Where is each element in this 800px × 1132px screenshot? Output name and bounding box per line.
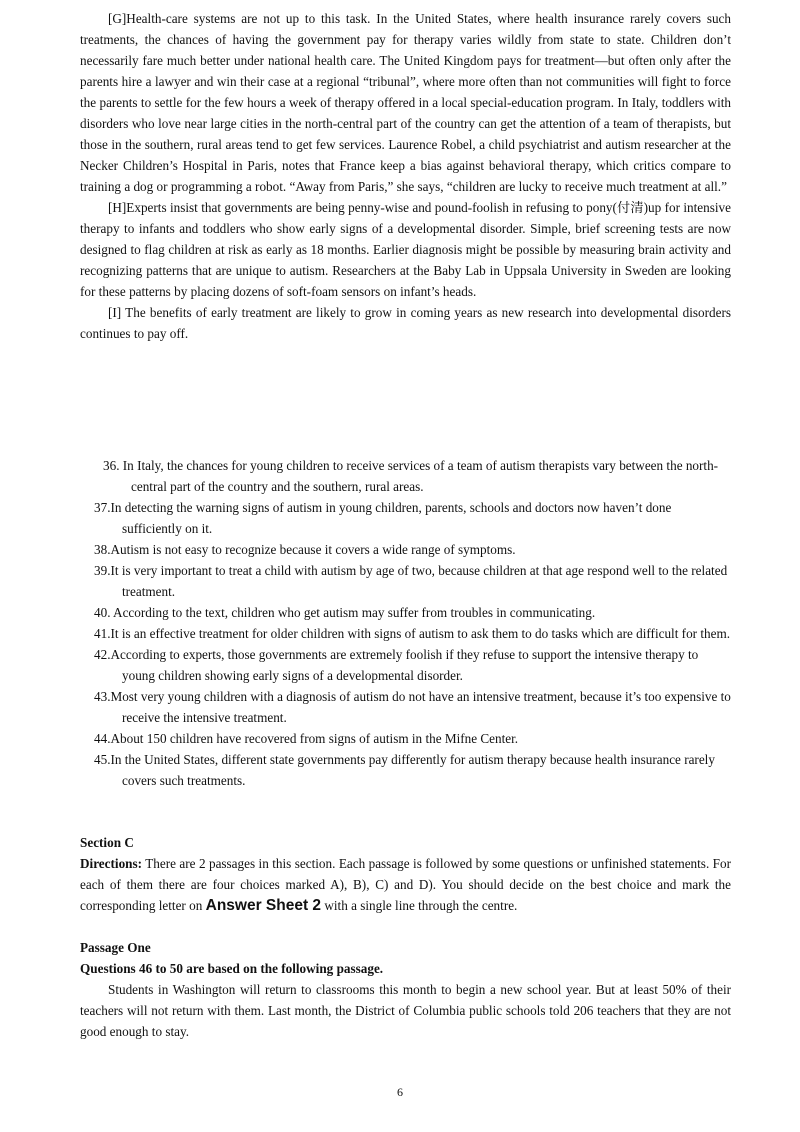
passage-one-text: Students in Washington will return to classrooms this month to begin a new school year. But at least 50% of their teachers will not return with them. Last month, the District of Columbia public schools told 206 teachers that they are not good enough to stay. — [80, 982, 731, 1039]
statement-43: 43.Most very young children with a diagnosis of autism do not have an intensive treatment, because it’s too expensive to receive the intensive treatment. — [94, 689, 731, 725]
paragraph-i: [I] The benefits of early treatment are likely to grow in coming years as new research into developmental disorders continues to pay off. — [80, 305, 731, 341]
statement-37: 37.In detecting the warning signs of autism in young children, parents, schools and doctors now haven’t done sufficiently on it. — [94, 500, 672, 536]
statement-39: 39.It is very important to treat a child with autism by age of two, because children at that age respond well to the related treatment. — [94, 563, 728, 599]
passage-one-subheading: Questions 46 to 50 are based on the following passage. — [80, 961, 384, 976]
answer-sheet-label: Answer Sheet 2 — [205, 897, 322, 914]
statement-36: 36. In Italy, the chances for young children to receive services of a team of autism therapists vary between the north-central part of the country and the southern, rural areas. — [103, 458, 719, 494]
statement-41: 41.It is an effective treatment for older children with signs of autism to ask them to do tasks which are difficult for them. — [94, 626, 731, 641]
directions-label: Directions: — [80, 856, 143, 871]
statement-42: 42.According to experts, those governments are extremely foolish if they refuse to support the intensive therapy to young children showing early signs of a developmental disorder. — [94, 647, 699, 683]
statement-45: 45.In the United States, different state governments pay differently for autism therapy because health insurance rarely covers such treatments. — [94, 752, 715, 788]
page-number: 6 — [397, 1085, 403, 1099]
paragraph-h: [H]Experts insist that governments are being penny-wise and pound-foolish in refusing to pony(付清)up for intensive therapy to infants and toddlers who show early signs of a developmental disorder. Simple, brief screening tests are now designed to flag children at risk as early as 18 months. Earlier diagnosis might be possible by measuring brain activity and recognizing patterns that are unique to autism. Researchers at the Baby Lab in Uppsala University in Sweden are looking for these patterns by placing dozens of soft-foam sensors on infant’s heads. — [80, 200, 731, 299]
directions-text-2: with a single line through the centre. — [321, 898, 518, 913]
statement-38: 38.Autism is not easy to recognize because it covers a wide range of symptoms. — [94, 542, 516, 557]
statement-40: 40. According to the text, children who get autism may suffer from troubles in communicating. — [94, 605, 596, 620]
section-c-directions — [80, 853, 731, 916]
statement-44: 44.About 150 children have recovered from signs of autism in the Mifne Center. — [94, 731, 519, 746]
section-c-heading: Section C — [80, 835, 134, 850]
statements-list — [80, 455, 731, 791]
directions-text-1: There are 2 passages in this section. Each passage is followed by some questions or unfinished statements. For each of them there are four choices marked A), B), C) and D). You should decide on the best choice and mark the corresponding letter on — [80, 856, 731, 913]
paragraph-g: [G]Health-care systems are not up to this task. In the United States, where health insurance rarely covers such treatments, the chances of having the government pay for therapy varies wildly from state to state. Children don’t necessarily fare much better under national health care. The United Kingdom pays for treatment—but often only after the parents hire a lawyer and win their case at a regional “tribunal”, where more often than not communities will fight to force the parents to settle for the few hours a week of therapy offered in a local special-education program. In Italy, toddlers with disorders who love near large cities in the north-central part of the country can get the attention of a team of therapists, but those in the southern, rural areas tend to get few services. Laurence Robel, a child psychiatrist and autism researcher at the Necker Children’s Hospital in Paris, notes that France keep a bias against behavioral therapy, which critics compare to training a dog or programming a robot. “Away from Paris,” she says, “children are lucky to receive much treatment at all.” — [80, 11, 731, 194]
passage-one-heading: Passage One — [80, 940, 151, 955]
